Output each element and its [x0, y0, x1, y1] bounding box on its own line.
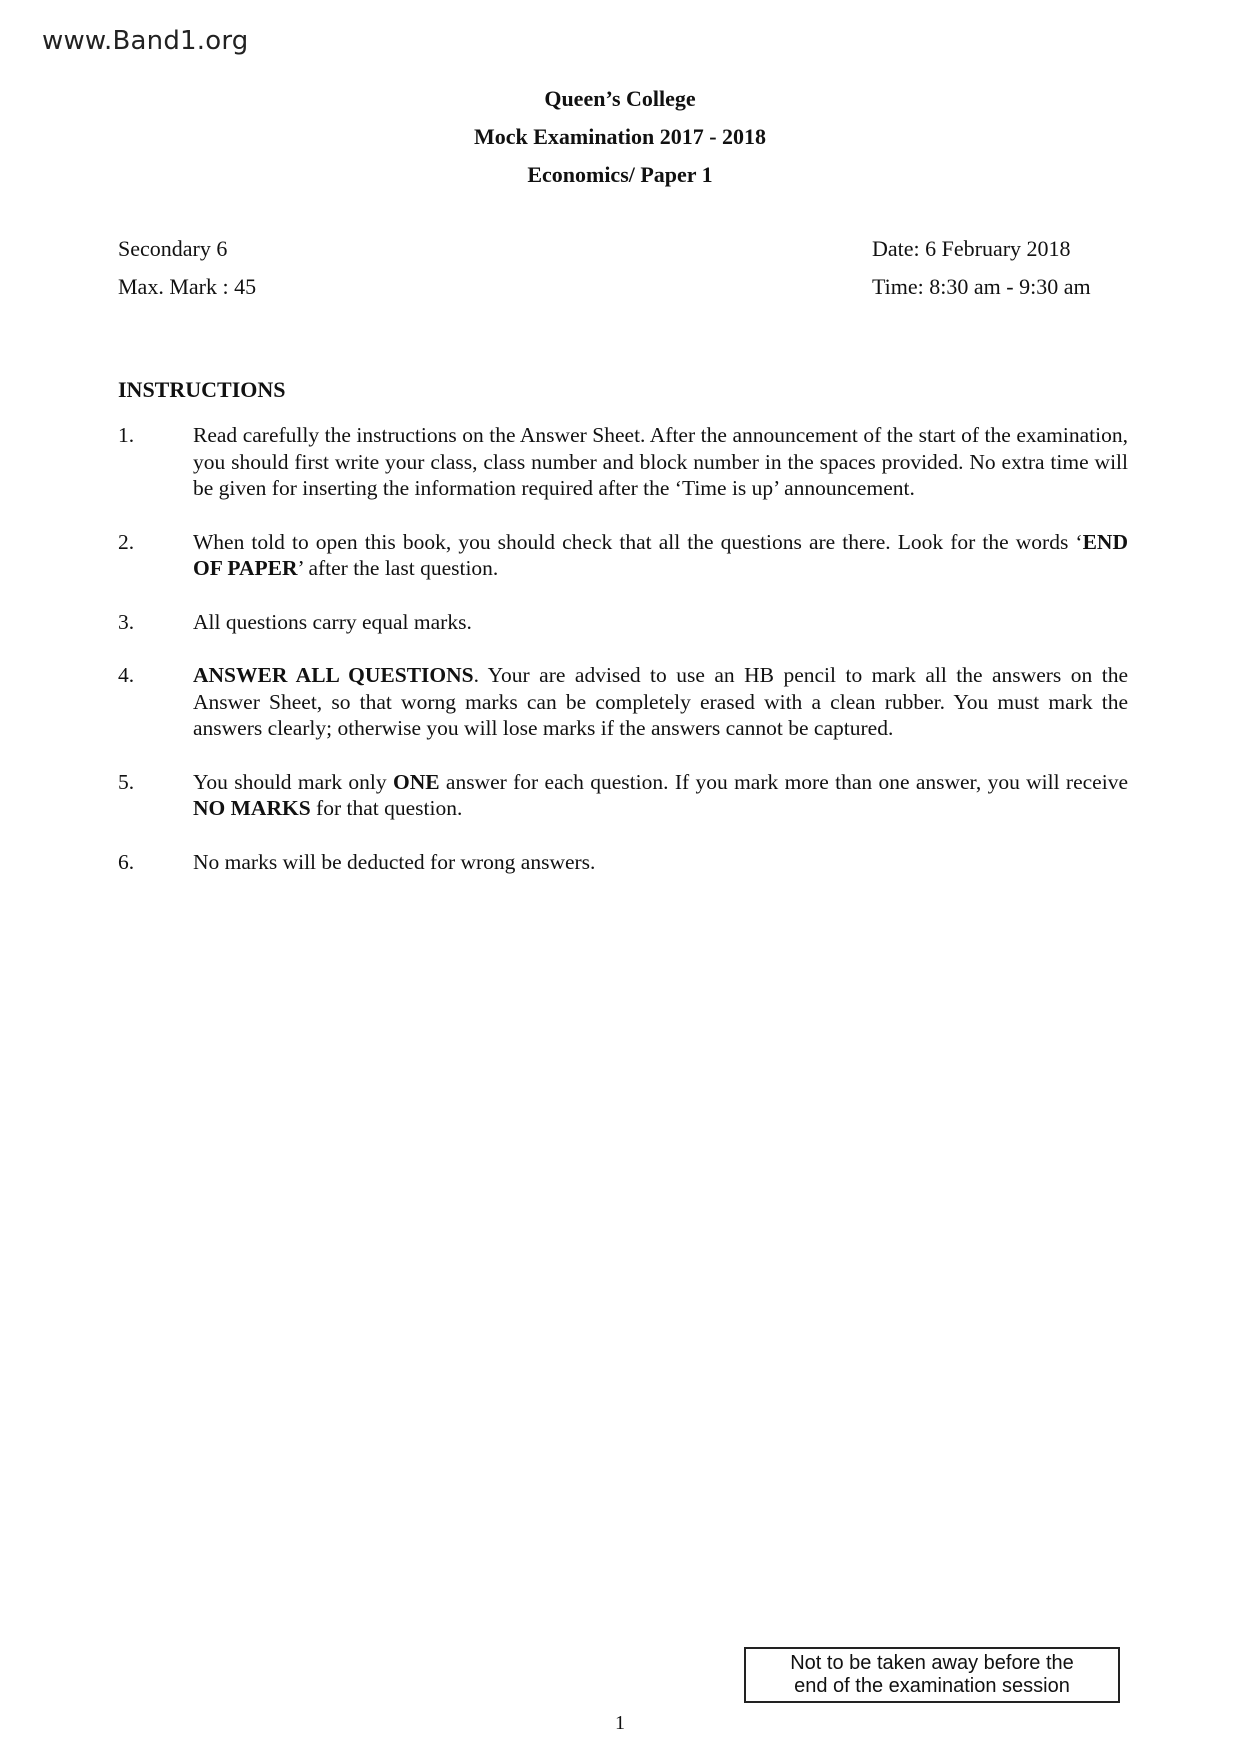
instructions-heading: INSTRUCTIONS — [118, 377, 286, 402]
page-number: 1 — [615, 1712, 625, 1734]
instruction-item — [118, 609, 1128, 636]
exam-meta-left — [118, 230, 256, 306]
school-name: Queen’s College — [544, 86, 696, 111]
instruction-text: No marks will be deducted for wrong answers. — [193, 849, 596, 874]
notice-line: Not to be taken away before the — [790, 1652, 1074, 1674]
instruction-emphasis: NO MARKS — [193, 796, 311, 820]
instruction-text-part: When told to open this book, you should check that all the questions are there. Look for the words ‘ — [193, 529, 1083, 554]
max-mark: Max. Mark : 45 — [118, 274, 257, 299]
instruction-emphasis: END OF PAPER — [193, 529, 1128, 580]
exam-title: Mock Examination 2017 - 2018 — [473, 124, 767, 149]
instruction-text — [193, 529, 1128, 582]
instruction-number: 6. — [118, 849, 135, 874]
instruction-text — [193, 769, 1128, 822]
instruction-text: All questions carry equal marks. — [193, 609, 472, 634]
instruction-item — [118, 662, 1128, 742]
instruction-text-part: You should mark only — [193, 769, 393, 794]
instruction-item — [118, 769, 1128, 822]
watermark-url: www.Band1.org — [42, 26, 249, 56]
instructions-list — [118, 422, 1128, 902]
instruction-number: 3. — [118, 609, 135, 634]
instruction-item — [118, 849, 1128, 876]
instruction-number: 5. — [118, 769, 135, 794]
instruction-text-part: answer for each question. If you mark more than one answer, you will receive — [439, 769, 1128, 794]
instruction-emphasis: ANSWER ALL QUESTIONS — [193, 663, 474, 687]
exam-header — [0, 80, 1240, 194]
instruction-item — [118, 422, 1128, 502]
instruction-text-part: for that question. — [310, 796, 463, 820]
instruction-item — [118, 529, 1128, 582]
exam-time: Time: 8:30 am - 9:30 am — [872, 274, 1091, 299]
exam-date: Date: 6 February 2018 — [872, 236, 1071, 261]
instruction-number: 4. — [118, 663, 135, 687]
instruction-text: Read carefully the instructions on the Answer Sheet. After the announcement of the start of the examination, you should first write your class, class number and block number in the spaces provided. No extra time will be given for inserting the information required after the ‘Time is up’ announcement. — [193, 423, 1128, 500]
instruction-number: 1. — [118, 423, 135, 447]
notice-box — [744, 1647, 1120, 1703]
exam-meta-right — [872, 230, 1091, 306]
form-level: Secondary 6 — [118, 236, 228, 261]
instruction-emphasis: ONE — [392, 769, 440, 794]
notice-line: end of the examination session — [794, 1675, 1070, 1697]
instruction-text-part: ’ after the last question. — [297, 556, 499, 580]
subject-title: Economics/ Paper 1 — [527, 162, 713, 187]
instruction-text-part: . Your are advised to use an HB pencil to mark all the answers on the Answer Sheet, so that worng marks can be completely erased with a clean rubber. You must mark the answers clearly; otherwise you will lose marks if the answers cannot be captured. — [193, 663, 1128, 740]
instruction-number: 2. — [118, 529, 135, 554]
instruction-text — [193, 662, 1128, 742]
